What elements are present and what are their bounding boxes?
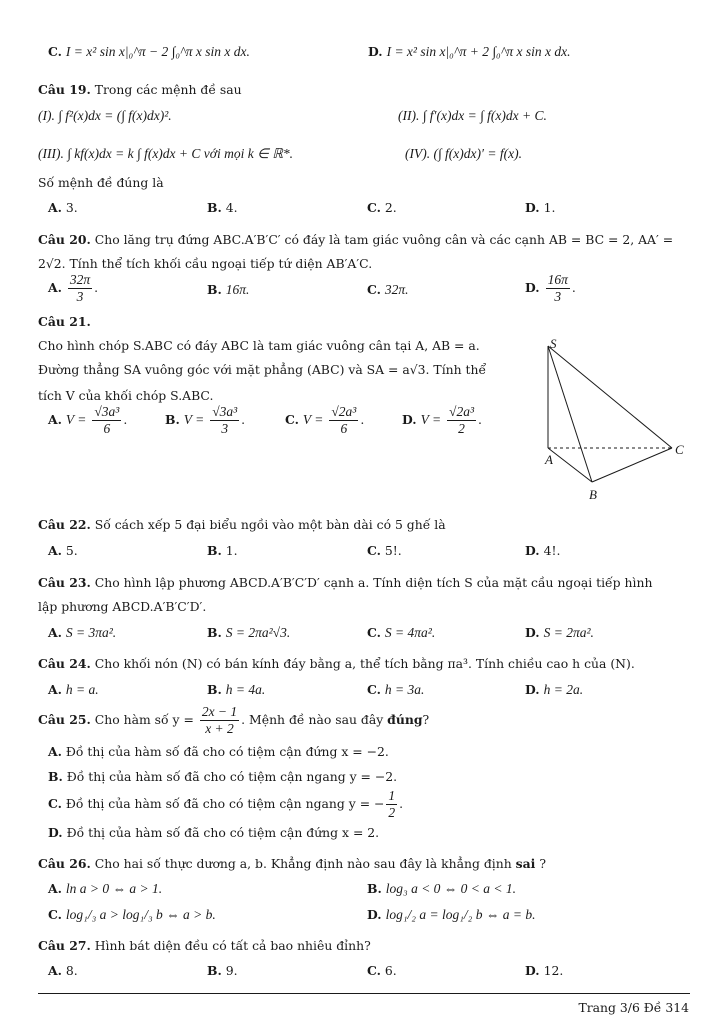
- q23-option-c[interactable]: C. S = 4πa².: [367, 625, 436, 640]
- q27-stem: Câu 27. Hình bát diện đều có tất cả bao nhiêu đỉnh?: [38, 938, 371, 953]
- q23-option-b[interactable]: B. S = 2πa²√3.: [207, 625, 291, 640]
- edge-sb: [548, 346, 592, 482]
- q19-option-b[interactable]: B. 4.: [207, 200, 238, 215]
- q21-number: Câu 21.: [38, 314, 91, 329]
- q20-stem-line1: Câu 20. Cho lăng trụ đứng ABC.A′B′C′ có đáy là tam giác vuông cân và các cạnh AB = BC = 2, AA′ =: [38, 232, 674, 247]
- q20-option-d[interactable]: D. $\frac{16\pi}{3}$ .: [525, 272, 576, 304]
- q22-stem: Câu 22. Số cách xếp 5 đại biểu ngồi vào một bàn dài có 5 ghế là: [38, 517, 446, 532]
- fraction: $\frac{2x - 1}{x + 2}$: [201, 704, 238, 736]
- q20-option-a[interactable]: A. $\frac{32\pi}{3}$ .: [48, 272, 99, 304]
- edge-ab: [548, 448, 592, 482]
- fraction: $\frac{\text{√3a³}}{3}$: [212, 404, 238, 436]
- q25-option-c[interactable]: C. Đồ thị của hàm số đã cho có tiệm cận ngang y = − $\frac{1}{2}$ .: [48, 788, 404, 820]
- fraction: $\frac{\text{√2a³}}{2}$: [449, 404, 474, 436]
- q27-option-b[interactable]: B. 9.: [207, 963, 238, 978]
- q24-stem: Câu 24. Cho khối nón (N) có bán kính đáy bằng a, thể tích bằng πa³. Tính chiều cao h của (N).: [38, 656, 635, 671]
- q23-stem-line2: lập phương ABCD.A′B′C′D′.: [38, 599, 207, 614]
- q25-option-d[interactable]: D. Đồ thị của hàm số đã cho có tiệm cận đứng x = 2.: [48, 825, 380, 840]
- fraction: $\frac{32\pi}{3}$: [69, 272, 91, 304]
- q21-option-c[interactable]: C. V = $\frac{\text{√2a³}}{6}$ .: [285, 404, 365, 436]
- q23-option-a[interactable]: A. S = 3πa².: [48, 625, 117, 640]
- q27-option-a[interactable]: A. 8.: [48, 963, 78, 978]
- footer-rule: [38, 993, 690, 994]
- q26-option-d[interactable]: D. log₁/₂ a = log₁/₂ b ⇔ a = b.: [367, 907, 536, 922]
- q19-statement-4: (IV). (∫ f(x)dx)′ = f(x).: [405, 146, 522, 161]
- q26-option-c[interactable]: C. log₁/₃ a > log₁/₃ b ⇔ a > b.: [48, 907, 216, 922]
- q19-statement-2: (II). ∫ f′(x)dx = ∫ f(x)dx + C.: [398, 108, 547, 123]
- q27-option-c[interactable]: C. 6.: [367, 963, 397, 978]
- q27-option-d[interactable]: D. 12.: [525, 963, 564, 978]
- q23-stem-line1: Câu 23. Cho hình lập phương ABCD.A′B′C′D′ cạnh a. Tính diện tích S của mặt cầu ngoại tiếp hình: [38, 575, 653, 590]
- q20-option-c[interactable]: C. 32π.: [367, 282, 409, 297]
- q18-option-d[interactable]: D. I = x² sin x|₀^π + 2 ∫₀^π x sin x dx.: [368, 44, 571, 59]
- q22-option-d[interactable]: D. 4!.: [525, 543, 561, 558]
- vertex-label-a: A: [545, 452, 553, 467]
- q24-option-c[interactable]: C. h = 3a.: [367, 682, 425, 697]
- vertex-label-s: S: [550, 336, 557, 351]
- q22-option-a[interactable]: A. 5.: [48, 543, 78, 558]
- q25-option-b[interactable]: B. Đồ thị của hàm số đã cho có tiệm cận ngang y = −2.: [48, 769, 398, 784]
- q21-stem-line3: tích V của khối chóp S.ABC.: [38, 388, 214, 403]
- q21-option-a[interactable]: A. V = $\frac{\text{√3a³}}{6}$ .: [48, 404, 128, 436]
- vertex-label-c: C: [675, 442, 684, 457]
- q22-option-b[interactable]: B. 1.: [207, 543, 238, 558]
- q24-option-a[interactable]: A. h = a.: [48, 682, 99, 697]
- q19-stem: Câu 19. Trong các mệnh đề sau: [38, 82, 242, 97]
- q19-option-c[interactable]: C. 2.: [367, 200, 397, 215]
- q20-option-b[interactable]: B. 16π.: [207, 282, 250, 297]
- q19-ask: Số mệnh đề đúng là: [38, 175, 164, 190]
- q26-option-a[interactable]: A. ln a > 0 ⇔ a > 1.: [48, 881, 163, 896]
- q20-stem-line2: 2√2. Tính thể tích khối cầu ngoại tiếp tứ diện AB′A′C.: [38, 256, 373, 271]
- q19-statement-3: (III). ∫ kf(x)dx = k ∫ f(x)dx + C với mọi k ∈ ℝ*.: [38, 146, 294, 161]
- q26-stem: Câu 26. Cho hai số thực dương a, b. Khẳng định nào sau đây là khẳng định sai ?: [38, 856, 546, 871]
- q22-option-c[interactable]: C. 5!.: [367, 543, 402, 558]
- q26-option-b[interactable]: B. log₃ a < 0 ⇔ 0 < a < 1.: [367, 881, 517, 896]
- q21-option-b[interactable]: B. V = $\frac{\text{√3a³}}{3}$ .: [165, 404, 246, 436]
- q23-option-d[interactable]: D. S = 2πa².: [525, 625, 594, 640]
- q25-stem: Câu 25. Cho hàm số y = $\frac{2x - 1}{x + 2}$ . Mệnh đề nào sau đây đúng?: [38, 704, 430, 736]
- q24-option-b[interactable]: B. h = 4a.: [207, 682, 266, 697]
- edge-bc: [592, 448, 672, 482]
- q19-option-a[interactable]: A. 3.: [48, 200, 78, 215]
- fraction: $\frac{1}{2}$: [388, 788, 396, 820]
- page-footer: Trang 3/6 Đề 314: [578, 1000, 689, 1015]
- q19-option-d[interactable]: D. 1.: [525, 200, 556, 215]
- vertex-label-b: B: [589, 487, 597, 502]
- fraction: $\frac{\text{√2a³}}{6}$: [331, 404, 357, 436]
- q18-option-c[interactable]: C. I = x² sin x|₀^π − 2 ∫₀^π x sin x dx.: [48, 44, 250, 59]
- fraction: $\frac{16\pi}{3}$: [547, 272, 568, 304]
- q19-statement-1: (I). ∫ f²(x)dx = (∫ f(x)dx)².: [38, 108, 172, 123]
- q24-option-d[interactable]: D. h = 2a.: [525, 682, 584, 697]
- q21-stem-line1: Cho hình chóp S.ABC có đáy ABC là tam giác vuông cân tại A, AB = a.: [38, 338, 480, 353]
- fraction: $\frac{\text{√3a³}}{6}$: [94, 404, 120, 436]
- pyramid-figure: [535, 332, 695, 512]
- edge-sc: [548, 346, 672, 448]
- q25-option-a[interactable]: A. Đồ thị của hàm số đã cho có tiệm cận đứng x = −2.: [48, 744, 389, 759]
- q21-option-d[interactable]: D. V = $\frac{\text{√2a³}}{2}$ .: [402, 404, 482, 436]
- q21-stem-line2: Đường thẳng SA vuông góc với mặt phẳng (ABC) và SA = a√3. Tính thể: [38, 362, 487, 377]
